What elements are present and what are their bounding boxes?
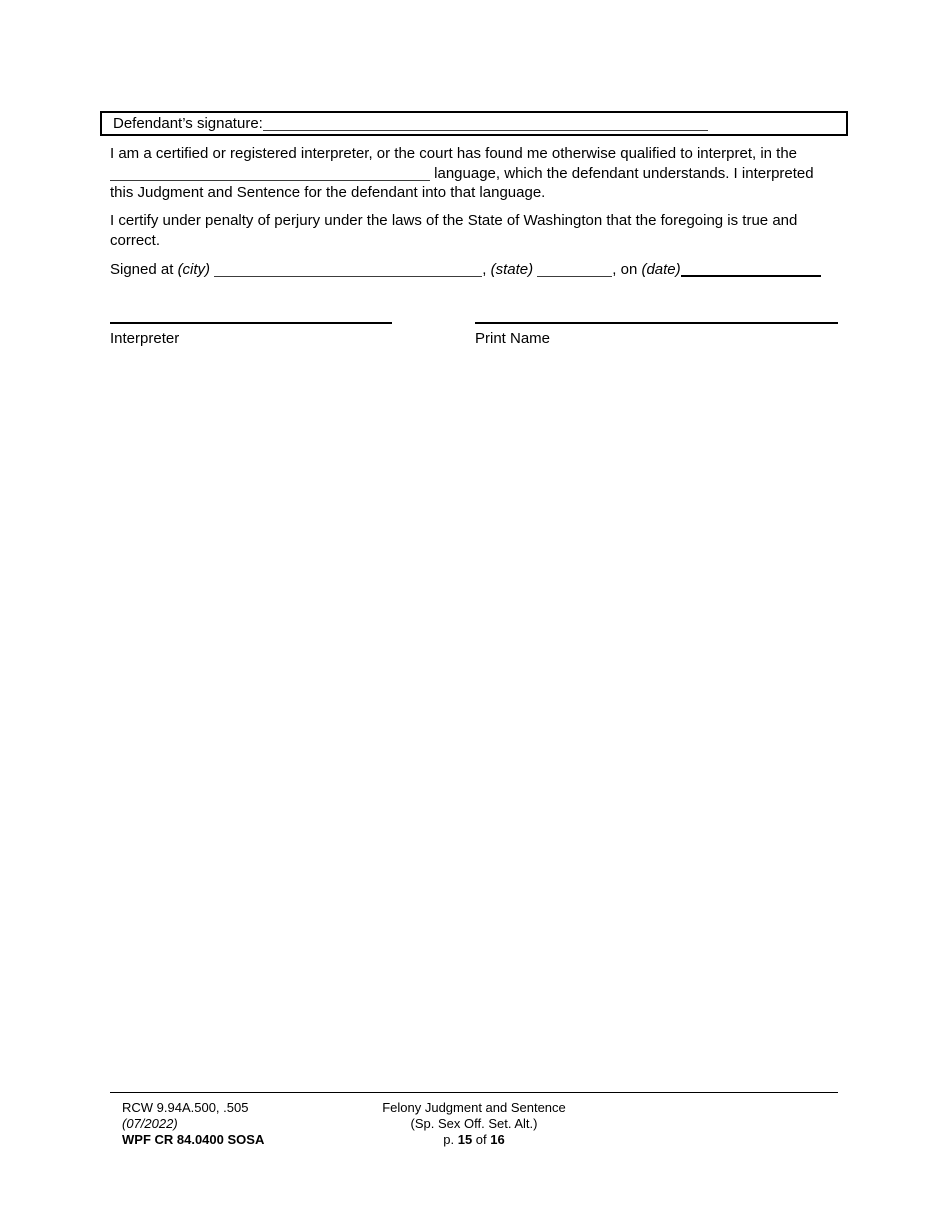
print-name-label: Print Name bbox=[475, 330, 551, 347]
page-total: 16 bbox=[490, 1132, 505, 1147]
language-blank[interactable] bbox=[110, 166, 430, 181]
interpreter-paragraph-end: language, which the defendant understands. I interpreted this Judgment and Sentence for the defendant into that language. bbox=[110, 164, 814, 201]
date-label: (date) bbox=[641, 261, 681, 278]
interpreter-paragraph-start: I am a certified or registered interpreter, or the court has found me otherwise qualified to interpret, in the bbox=[110, 145, 798, 162]
date-blank[interactable] bbox=[681, 262, 821, 277]
page-of: of bbox=[472, 1132, 491, 1147]
print-name-line[interactable] bbox=[475, 322, 838, 324]
footer-revision-date: (07/2022) bbox=[122, 1116, 178, 1131]
footer-divider bbox=[110, 1092, 838, 1093]
city-label: (city) bbox=[177, 261, 215, 278]
page-prefix: p. bbox=[443, 1132, 458, 1147]
footer-center-block bbox=[110, 1100, 838, 1148]
signed-at-label: Signed at bbox=[110, 261, 178, 278]
certification-paragraph: I certify under penalty of perjury under the laws of the State of Washington that the foregoing is true and correct. bbox=[110, 212, 798, 249]
after-state-separator: , on bbox=[612, 261, 642, 278]
after-city-separator: , bbox=[482, 261, 491, 278]
city-blank[interactable] bbox=[214, 262, 482, 277]
interpreter-paragraph bbox=[110, 144, 838, 203]
signed-at-line bbox=[110, 260, 838, 280]
interpreter-signature-block bbox=[110, 322, 392, 349]
state-blank[interactable] bbox=[537, 262, 612, 277]
defendant-signature-label: Defendant’s signature: bbox=[113, 115, 263, 132]
footer-form-subtitle: (Sp. Sex Off. Set. Alt.) bbox=[410, 1116, 538, 1131]
defendant-signature-line[interactable] bbox=[263, 116, 708, 131]
footer-page-indicator bbox=[110, 1132, 838, 1148]
interpreter-signature-line[interactable] bbox=[110, 322, 392, 324]
footer-rcw-citation: RCW 9.94A.500, .505 bbox=[122, 1100, 249, 1115]
interpreter-label: Interpreter bbox=[110, 330, 180, 347]
state-label: (state) bbox=[490, 261, 538, 278]
footer-form-title: Felony Judgment and Sentence bbox=[382, 1100, 566, 1115]
page-number: 15 bbox=[457, 1132, 473, 1147]
print-name-block bbox=[475, 322, 838, 349]
footer-form-number: WPF CR 84.0400 SOSA bbox=[122, 1132, 265, 1147]
defendant-signature-box bbox=[100, 111, 848, 136]
